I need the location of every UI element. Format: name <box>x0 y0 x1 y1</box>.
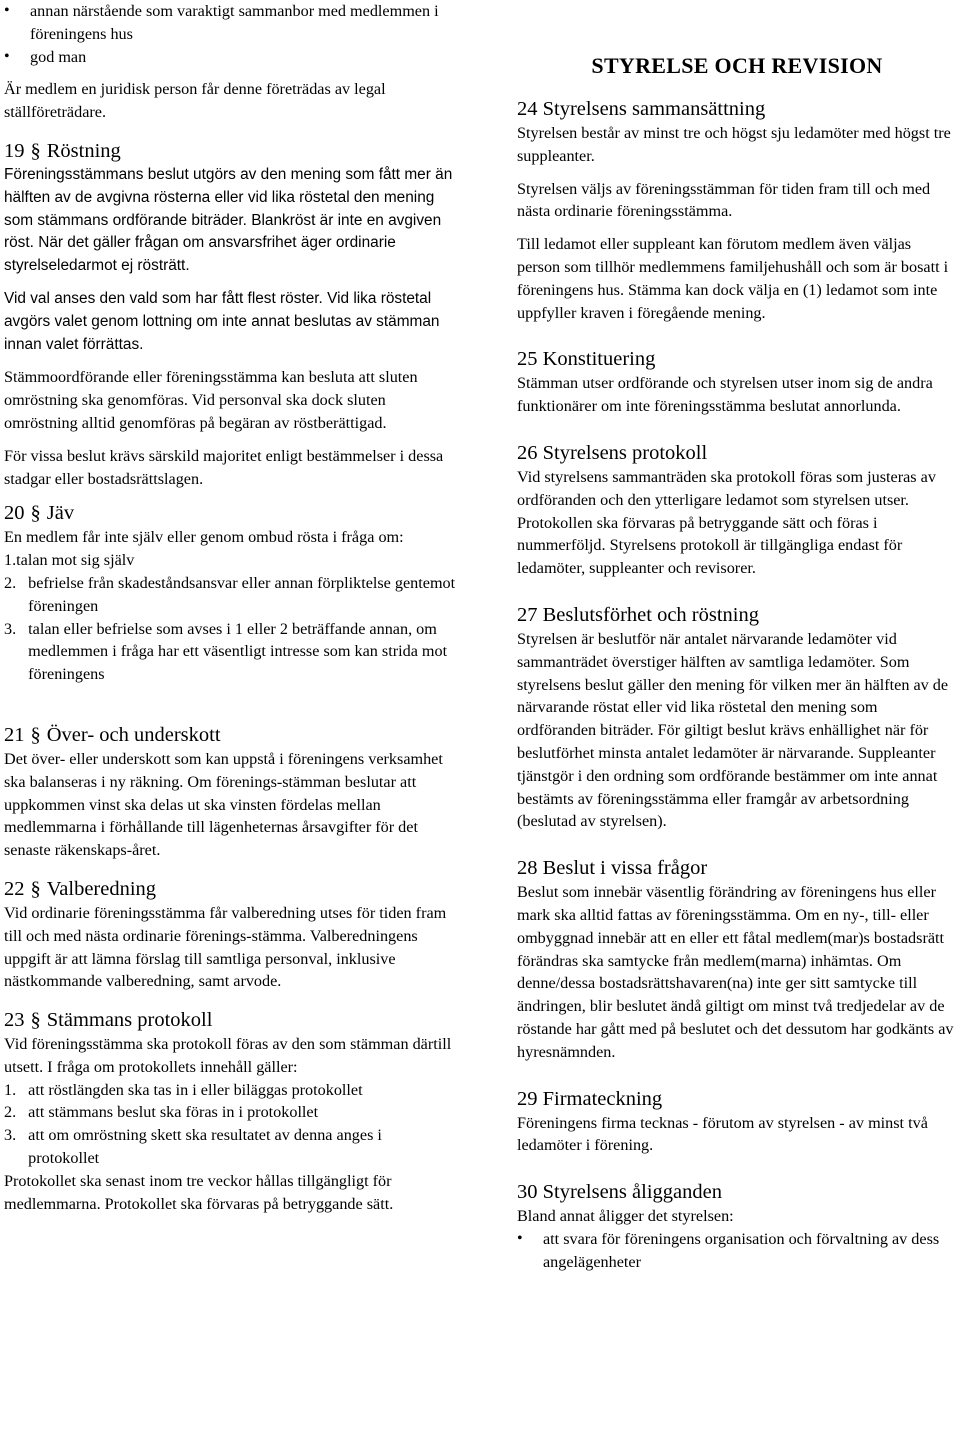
list-item: • att svara för föreningens organisation och förvaltning av dess angelägenheter <box>517 1228 957 1274</box>
section-20-p1: En medlem får inte själv eller genom ombud rösta i fråga om: <box>4 528 404 547</box>
section-23-p2: Protokollet ska senast inom tre veckor hållas tillgängligt för medlemmarna. Protokollet ska förvaras på betryggande sätt. <box>4 1171 394 1213</box>
section-29-heading: 29 Firmateckning <box>517 1087 663 1110</box>
section-30-heading: 30 Styrelsens åligganden <box>517 1181 722 1204</box>
section-19-p4: För vissa beslut krävs särskild majoritet enligt bestämmelser i dessa stadgar eller bostadsrättslagen. <box>4 446 444 488</box>
list-item: 2. att stämmans beslut ska föras in i protokollet <box>4 1103 319 1122</box>
section-23-heading: 23 § Stämmans protokoll <box>4 1009 213 1032</box>
section-24-p1: Styrelsen består av minst tre och högst sju ledamöter med högst tre suppleanter. <box>517 124 951 165</box>
list-item: 3. talan eller befrielse som avses i 1 eller 2 beträffande annan, om medlemmen i fråga har ett väsentligt intresse som kan strida mot föreningens <box>4 619 448 684</box>
section-22-p1: Vid ordinarie föreningsstämma får valberedning utses för tiden fram till och med nästa ordinarie förenings-stämma. Valberedningens uppgift är att lämna förslag till samtliga personval, inklusive nästkommande valberedning, samt arvode. <box>4 903 447 991</box>
section-24-heading: 24 Styrelsens sammansättning <box>517 98 766 120</box>
list-item: • annan närstående som varaktigt sammanbor med medlemmen i föreningens hus <box>4 0 456 46</box>
section-20-heading: 20 § Jäv <box>4 502 75 525</box>
chapter-heading: STYRELSE OCH REVISION <box>591 53 883 78</box>
section-26-p1: Vid styrelsens sammanträden ska protokoll föras som justeras av ordföranden och den ytterligare ledamot som styrelsen utser. Protokollen ska förvaras på betryggande sätt och föras i nummerföljd. Styrelsens protokoll är tillgängliga endast för ledamöter, suppleanter och revisorer. <box>517 467 936 578</box>
left-column <box>4 0 456 1215</box>
section-21-heading: 21 § Över- och underskott <box>4 723 221 746</box>
section-21-p1: Det över- eller underskott som kan uppstå i föreningens verksamhet ska balanseras i ny räkning. Om förenings-stämman beslutar att uppkommen vinst ska delas ut ska vinsten fördelas mellan medlemmarna i förhållande till lägenheternas årsavgifter för det senaste räkenskaps-året. <box>4 749 443 860</box>
section-28-p1: Beslut som innebär väsentlig förändring av föreningens hus eller mark ska alltid fattas av föreningsstämma. Om en ny-, till- eller ombyggnad innebär att en eller ett fåtal medlem(mar)s bostadsrätt förändras ska samtycke från medlem(marna) inhämtas. Om denne/dessa bostadsrättshavaren(na) inte ger sitt samtycke till ändringen, blir beslutet ändå giltigt om minst två tredjedelar av de röstande har gått med på beslutet och det dessutom har godkänts av hyresnämnden. <box>517 883 954 1061</box>
list-item: 2. befrielse från skadeståndsansvar eller annan förpliktelse gentemot föreningen <box>4 573 456 615</box>
list-item: 1. talan mot sig själv <box>4 551 135 570</box>
section-23-list <box>4 1079 456 1170</box>
section-27-p1: Styrelsen är beslutför när antalet närvarande ledamöter vid sammanträdet överstiger hälften av samtliga ledamöter. Som styrelsens beslut gäller den mening för vilken mer än hälften av de närvarande röstat eller vid lika röstetal den mening som ordföranden biträder. För giltigt beslut krävs enhällighet när för beslutförhet minsta antalet ledamöter är närvarande. Suppleanter tjänstgör i den ordning som ordförande bestämmer om inte annat bestämts av föreningsstämma eller framgår av arbetsordning (beslutad av styrelsen). <box>517 629 949 831</box>
section-25-heading: 25 Konstituering <box>517 348 656 371</box>
section-19-heading: 19 § Röstning <box>4 139 121 162</box>
section-30-p1: Bland annat åligger det styrelsen: <box>517 1207 734 1226</box>
section-29-p1: Föreningens firma tecknas - förutom av styrelsen - av minst två ledamöter i förening. <box>517 1113 928 1155</box>
section-28-heading: 28 Beslut i vissa frågor <box>517 857 708 880</box>
section-19-p2: Vid val anses den vald som har fått flest röster. Vid lika röstetal avgörs valet genom lottning om inte annat beslutas av stämman innan valet förrättas. <box>4 289 440 353</box>
section-30-bullet-list <box>517 1228 957 1274</box>
list-item: 1. att röstlängden ska tas in i eller biläggas protokollet <box>4 1080 363 1099</box>
right-column <box>517 52 957 1273</box>
section-25-p1: Stämman utser ordförande och styrelsen utser inom sig de andra funktionärer om inte föreningsstämma beslutat annorlunda. <box>517 374 933 416</box>
intro-note: Är medlem en juridisk person får denne företrädas av legal ställföreträdare. <box>4 80 386 122</box>
intro-bullet-list <box>4 0 456 68</box>
section-20-list <box>4 549 456 686</box>
section-23-p1: Vid föreningsstämma ska protokoll föras av den som stämman därtill utsett. I fråga om protokollets innehåll gäller: <box>4 1035 452 1076</box>
list-item: • god man <box>4 46 456 69</box>
section-22-heading: 22 § Valberedning <box>4 877 157 900</box>
section-26-heading: 26 Styrelsens protokoll <box>517 441 708 464</box>
section-27-heading: 27 Beslutsförhet och röstning <box>517 603 759 626</box>
list-item: 3. att om omröstning skett ska resultatet av denna anges i protokollet <box>4 1126 382 1168</box>
section-24-p3: Till ledamot eller suppleant kan förutom medlem även väljas person som tillhör medlemmens familjehushåll och som är bosatt i föreningens hus. Stämma kan dock välja en (1) ledamot som inte uppfyller kraven i föregående mening. <box>517 235 949 322</box>
section-19-p3: Stämmoordförande eller föreningsstämma kan besluta att sluten omröstning ska genomföras. Vid personval ska dock sluten omröstning alltid genomföras på begäran av röstberättigad. <box>4 368 418 432</box>
section-24-p2: Styrelsen väljs av föreningsstämman för tiden fram till och med nästa ordinarie föreningsstämma. <box>517 179 931 221</box>
section-19-p1: Föreningsstämmans beslut utgörs av den mening som fått mer än hälften av de avgivna rösterna eller vid lika röstetal den mening som stämmans ordförande biträder. Blankröst är inte en avgiven röst. När det gäller frågan om ansvarsfrihet äger ordinarie styrelseledarmot ej rösträtt. <box>4 165 453 275</box>
